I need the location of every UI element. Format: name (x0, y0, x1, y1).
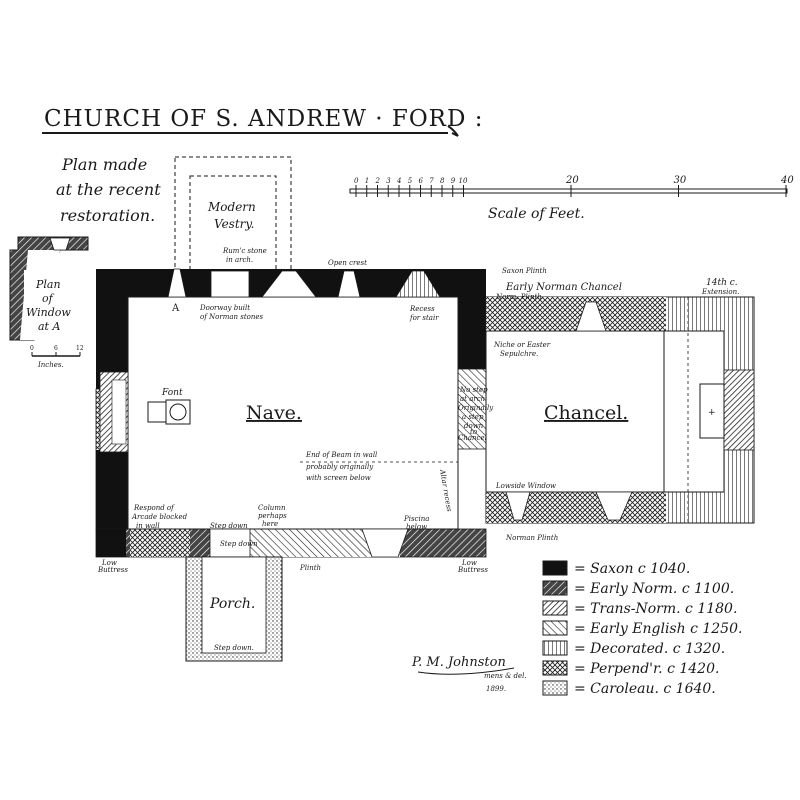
legend-label-saxon: = Saxon c 1040. (574, 561, 691, 577)
scale-tick-label: 3 (386, 177, 391, 185)
legend-label-perpendicular: = Perpend'r. c 1420. (574, 661, 720, 677)
note-extension-1: 14th c. (706, 278, 738, 288)
note-rum-stone-1: Rum'c stone (223, 247, 267, 255)
note-plinth: Plinth (300, 564, 322, 572)
note-respond-1: Respond of (134, 504, 174, 512)
note-early-norman-chancel: Early Norman Chancel (506, 282, 622, 293)
note-altar-recess: Altar recess (438, 468, 454, 513)
note-piscina-2: below (406, 523, 428, 531)
window-plan-line-3: Window (26, 306, 71, 319)
note-no-step-4: a step (462, 413, 484, 421)
scale-bar (350, 175, 794, 222)
note-low-buttress-left-1: Low (102, 559, 117, 567)
scale-tick-label: 2 (375, 177, 380, 185)
note-stepdown-2: Step down (220, 540, 258, 548)
scale-tick-label: 10 (458, 177, 468, 185)
note-open-crest: Open crest (328, 259, 367, 267)
period-legend (543, 561, 742, 697)
note-no-step-6: to (470, 428, 478, 436)
marker-a: A (172, 303, 180, 314)
scale-tick-label: 9 (450, 177, 456, 185)
scale-tick-label: 6 (418, 177, 423, 185)
legend-label-caroleau: = Caroleau. c 1640. (574, 681, 716, 697)
legend-swatch-trans-norm (543, 601, 567, 615)
legend-label-decorated: = Decorated. c 1320. (574, 641, 726, 657)
note-no-step-2: at arch (460, 395, 486, 403)
signature (411, 655, 527, 693)
note-low-buttress-right-2: Buttress (458, 566, 488, 574)
note-extension-2: Extension. (702, 288, 740, 296)
legend-swatch-early-english (543, 621, 567, 635)
scale-tick-label: 30 (673, 175, 687, 186)
scale-tick-label: 0 (354, 177, 359, 185)
window-scale-tick-12: 12 (76, 345, 84, 352)
altar-cross: + (708, 408, 716, 418)
legend-label-early-norm: = Early Norm. c 1100. (574, 581, 735, 597)
note-column-1: Column (258, 504, 286, 512)
note-niche-2: Sepulchre. (500, 350, 539, 358)
signature-year: 1899. (486, 685, 507, 693)
vestry-label-1: Modern (208, 200, 256, 214)
scale-tick-label: 8 (440, 177, 445, 185)
note-no-step-7: Chancel (458, 434, 487, 442)
note-low-buttress-right-1: Low (462, 559, 477, 567)
font-label: Font (162, 388, 183, 398)
note-column-3: here (262, 520, 279, 528)
page-title: CHURCH OF S. ANDREW · FORD : (44, 106, 484, 132)
note-saxon-plinth: Saxon Plinth (502, 267, 547, 275)
signature-name: P. M. Johnston (412, 655, 506, 670)
window-scale-unit: Inches. (38, 361, 64, 369)
window-plan-line-2: of (42, 292, 53, 305)
scale-tick-label: 40 (781, 175, 794, 186)
legend-label-early-english: = Early English c 1250. (574, 621, 743, 637)
window-scale-tick-6: 6 (54, 345, 58, 352)
window-plan-detail (10, 237, 88, 369)
note-doorway-1: Doorway built (200, 304, 251, 312)
signature-note: mens & del. (484, 672, 527, 680)
note-beam-2: probably originally (306, 463, 374, 471)
chancel-label: Chancel. (544, 402, 629, 424)
legend-swatch-decorated (543, 641, 567, 655)
legend-swatch-early-norm (543, 581, 567, 595)
scale-tick-label: 7 (429, 177, 434, 185)
legend-swatch-perpendicular (543, 661, 567, 675)
legend-swatch-caroleau (543, 681, 567, 695)
note-rum-stone-2: in arch. (226, 256, 254, 264)
note-no-step-3: Originally (458, 404, 494, 412)
subtitle-line-3: restoration. (60, 206, 156, 225)
subtitle-line-2: at the recent (56, 180, 161, 199)
note-low-buttress-left-2: Buttress (98, 566, 128, 574)
note-respond-2: Arcade blocked (132, 513, 188, 521)
note-norman-plinth: Norman Plinth (506, 534, 559, 542)
note-niche-1: Niche or Easter (494, 341, 551, 349)
scale-tick-label: 5 (407, 177, 413, 185)
note-column-2: perhaps (258, 512, 287, 520)
note-recess-2: for stair (410, 314, 439, 322)
scale-label: Scale of Feet. (488, 206, 585, 222)
note-lowside-window: Lowside Window (496, 482, 557, 490)
note-norm-plinth: Norm. Plinth (496, 293, 542, 301)
note-beam-1: End of Beam in wall (306, 451, 378, 459)
note-stepdown-1: Step down (210, 522, 248, 530)
note-doorway-2: of Norman stones (200, 313, 264, 321)
scale-tick-label: 4 (397, 177, 402, 185)
note-no-step-1: No step (460, 386, 488, 394)
note-stepdown-3: Step down. (214, 644, 254, 652)
note-respond-3: in wall (136, 522, 160, 530)
note-no-step-5: down (464, 422, 484, 430)
legend-swatch-saxon (543, 561, 567, 575)
note-recess-1: Recess (410, 305, 435, 313)
window-plan-line-1: Plan (36, 278, 61, 291)
vestry-label-2: Vestry. (214, 217, 255, 231)
subtitle-line-1: Plan made (62, 155, 148, 174)
window-scale-tick-0: 0 (30, 345, 34, 352)
scale-tick-label: 1 (364, 177, 370, 185)
note-piscina-1: Piscina (404, 515, 430, 523)
window-plan-line-4: at A (38, 320, 61, 333)
nave-label: Nave. (246, 402, 302, 424)
legend-label-trans-norm: = Trans-Norm. c 1180. (574, 601, 738, 617)
note-beam-3: with screen below (306, 474, 371, 482)
porch-label: Porch. (210, 596, 256, 612)
scale-tick-label: 20 (566, 175, 579, 186)
